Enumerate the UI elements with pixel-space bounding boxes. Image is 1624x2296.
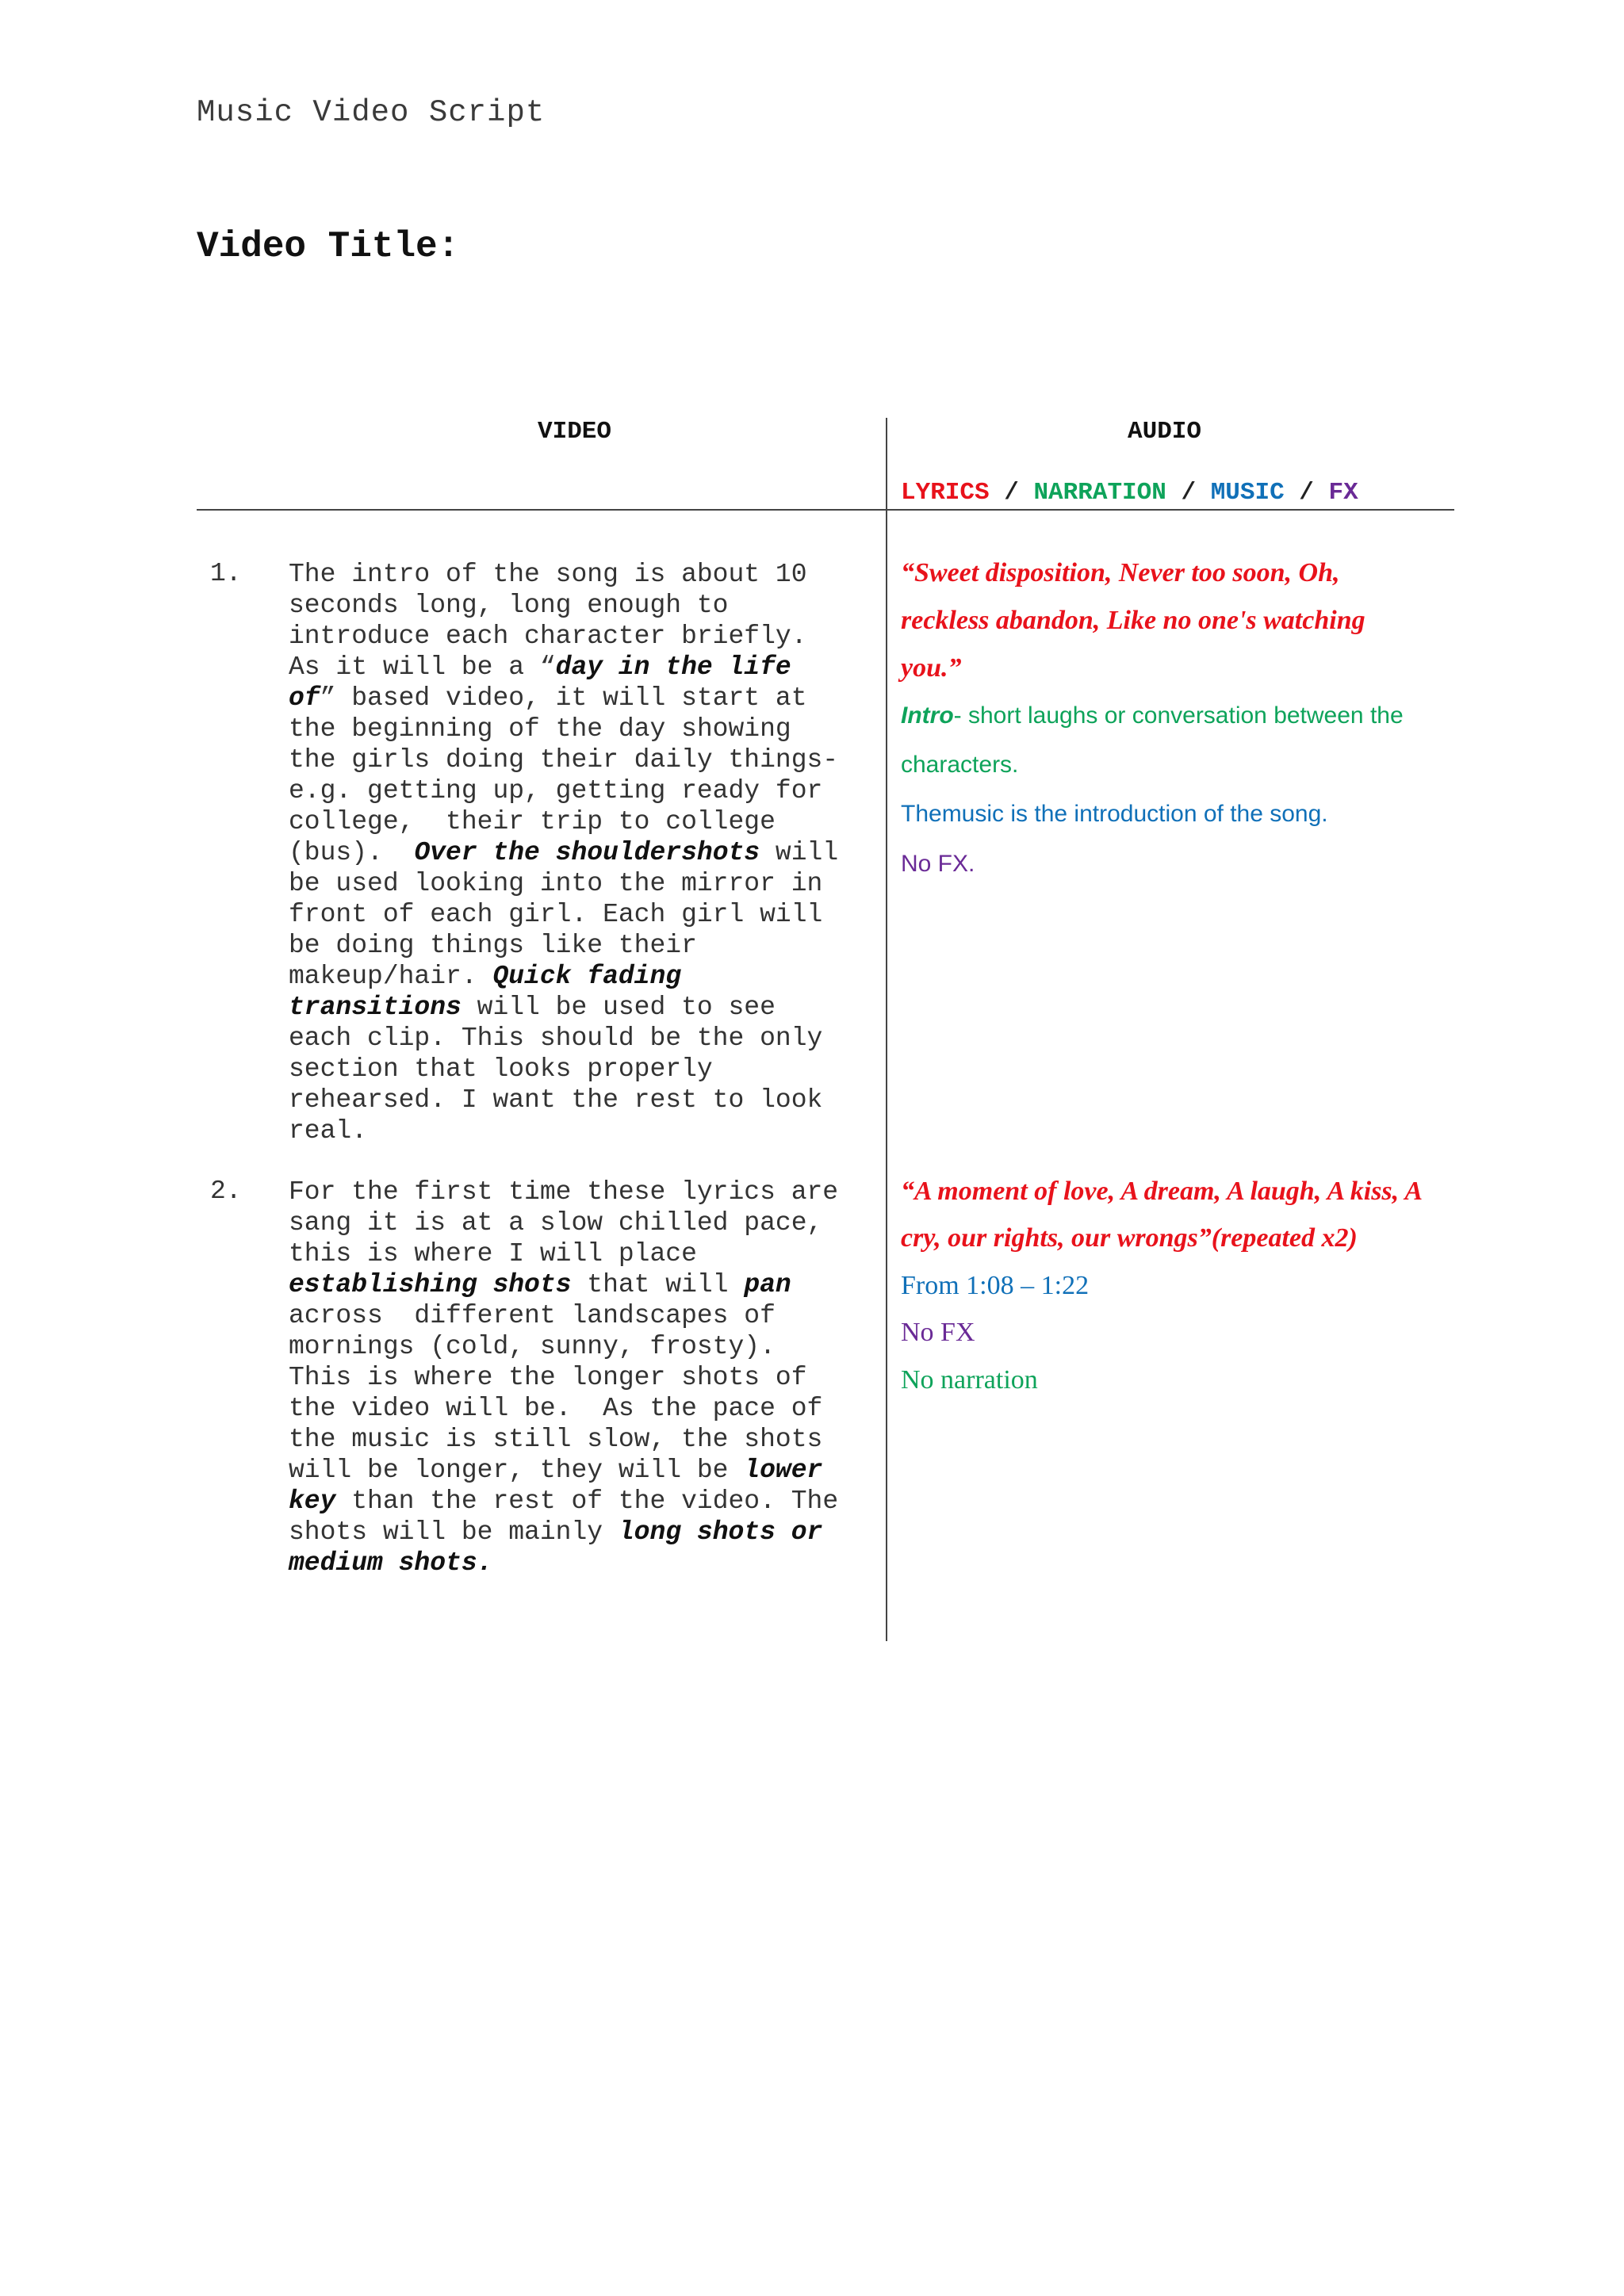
body-text: this is where I will place (289, 1239, 697, 1269)
fx-note: No FX. (901, 851, 975, 877)
video-text-line (289, 652, 871, 683)
legend-music: MUSIC (1210, 479, 1285, 507)
video-text-line (289, 1517, 871, 1548)
narration-label: Intro (901, 702, 954, 729)
video-text-line (289, 1362, 871, 1393)
video-text-line (289, 806, 871, 837)
video-text-line (289, 1207, 871, 1238)
body-text: The intro of the song is about 10 (289, 560, 807, 589)
emphasis-text: Quick fading (492, 962, 682, 991)
video-text-line (289, 1455, 871, 1486)
fx-note: No FX (901, 1318, 975, 1347)
legend-fx: FX (1328, 479, 1358, 507)
video-column-heading: VIDEO (538, 418, 612, 446)
video-text-line (289, 714, 871, 744)
video-text-line (289, 744, 871, 775)
narration-line: characters. (901, 752, 1019, 778)
body-text: sang it is at a slow chilled pace, (289, 1208, 823, 1238)
body-text: the beginning of the day showing (289, 714, 791, 744)
body-text: ” based video, it will start at (320, 683, 807, 713)
body-text: each clip. This should be the only (289, 1024, 823, 1053)
video-text-line (289, 1548, 871, 1578)
video-text-line (289, 1023, 871, 1054)
body-text: will (760, 838, 839, 867)
body-text: seconds long, long enough to (289, 591, 729, 620)
video-text-line (289, 559, 871, 590)
body-text: will be used to see (461, 993, 776, 1022)
video-text-line (289, 1393, 871, 1424)
lyrics-line: reckless abandon, Like no one's watching (901, 606, 1365, 635)
audio-legend (901, 479, 1358, 507)
lyrics-line: you.” (901, 653, 962, 683)
narration-note: No narration (901, 1365, 1038, 1395)
video-text-line (289, 1486, 871, 1517)
video-text-line (289, 1177, 871, 1207)
column-divider (886, 418, 887, 1641)
body-text: will be longer, they will be (289, 1456, 745, 1485)
legend-lyrics: LYRICS (901, 479, 990, 507)
narration-text: - short laughs or conversation between the (953, 702, 1404, 729)
emphasis-text: establishing shots (289, 1270, 572, 1299)
lyrics-line: “A moment of love, A dream, A laugh, A kiss, A (901, 1177, 1423, 1206)
body-text: mornings (cold, sunny, frosty). (289, 1332, 776, 1361)
body-text: the girls doing their daily things- (289, 745, 839, 775)
audio-column-heading: AUDIO (1128, 418, 1202, 446)
video-text-line (289, 1331, 871, 1362)
video-text-line (289, 1115, 871, 1146)
body-text: that will (571, 1270, 745, 1299)
video-description (289, 559, 871, 1146)
body-text: rehearsed. I want the rest to look (289, 1085, 823, 1115)
emphasis-text: medium shots. (289, 1548, 493, 1578)
emphasis-text: long shots or (618, 1517, 823, 1547)
body-text: e.g. getting up, getting ready for (289, 776, 823, 806)
body-text: introduce each character briefly. (289, 622, 807, 651)
body-text: As it will be a “ (289, 652, 556, 682)
body-text: real. (289, 1116, 368, 1146)
video-text-line (289, 961, 871, 992)
video-text-line (289, 1238, 871, 1269)
emphasis-text: of (289, 683, 320, 713)
video-text-line (289, 1300, 871, 1331)
video-text-line (289, 1424, 871, 1455)
header-rule (197, 509, 1454, 511)
row-number: 2. (210, 1177, 242, 1206)
body-text: across different landscapes of (289, 1301, 776, 1330)
video-description (289, 1177, 871, 1578)
body-text: the video will be. As the pace of (289, 1394, 823, 1423)
emphasis-text: lower (744, 1456, 823, 1485)
lyrics-line: cry, our rights, our wrongs”(repeated x2) (901, 1223, 1358, 1253)
body-text: This is where the longer shots of (289, 1363, 807, 1392)
lyrics-line: “Sweet disposition, Never too soon, Oh, (901, 558, 1340, 587)
body-text: college, their trip to college (289, 807, 776, 836)
video-text-line (289, 1269, 871, 1300)
music-note: From 1:08 – 1:22 (901, 1271, 1090, 1300)
body-text: than the rest of the video. The (335, 1487, 839, 1516)
body-text: be used looking into the mirror in (289, 869, 823, 898)
emphasis-text: key (289, 1487, 336, 1516)
legend-separator: / (989, 479, 1034, 507)
body-text: shots will be mainly (289, 1517, 619, 1547)
video-text-line (289, 1085, 871, 1115)
legend-separator: / (1284, 479, 1329, 507)
body-text: be doing things like their (289, 931, 697, 960)
video-text-line (289, 590, 871, 621)
legend-narration: NARRATION (1033, 479, 1166, 507)
emphasis-text: pan (744, 1270, 791, 1299)
video-text-line (289, 992, 871, 1023)
document-header: Music Video Script (197, 95, 546, 130)
body-text: makeup/hair. (289, 962, 493, 991)
body-text: the music is still slow, the shots (289, 1425, 823, 1454)
narration-line (901, 702, 1404, 729)
legend-separator: / (1166, 479, 1211, 507)
emphasis-text: Over the shouldershots (414, 838, 760, 867)
body-text: section that looks properly (289, 1054, 713, 1084)
video-text-line (289, 775, 871, 806)
video-text-line (289, 930, 871, 961)
body-text: (bus). (289, 838, 415, 867)
video-text-line (289, 899, 871, 930)
video-text-line (289, 621, 871, 652)
video-title-label: Video Title: (197, 226, 460, 267)
video-text-line (289, 1054, 871, 1085)
body-text: front of each girl. Each girl will (289, 900, 823, 929)
emphasis-text: day in the life (555, 652, 791, 682)
body-text: For the first time these lyrics are (289, 1177, 839, 1207)
row-number: 1. (210, 559, 242, 588)
video-text-line (289, 837, 871, 868)
emphasis-text: transitions (289, 993, 462, 1022)
music-note: Themusic is the introduction of the song. (901, 801, 1328, 827)
video-text-line (289, 868, 871, 899)
video-text-line (289, 683, 871, 714)
